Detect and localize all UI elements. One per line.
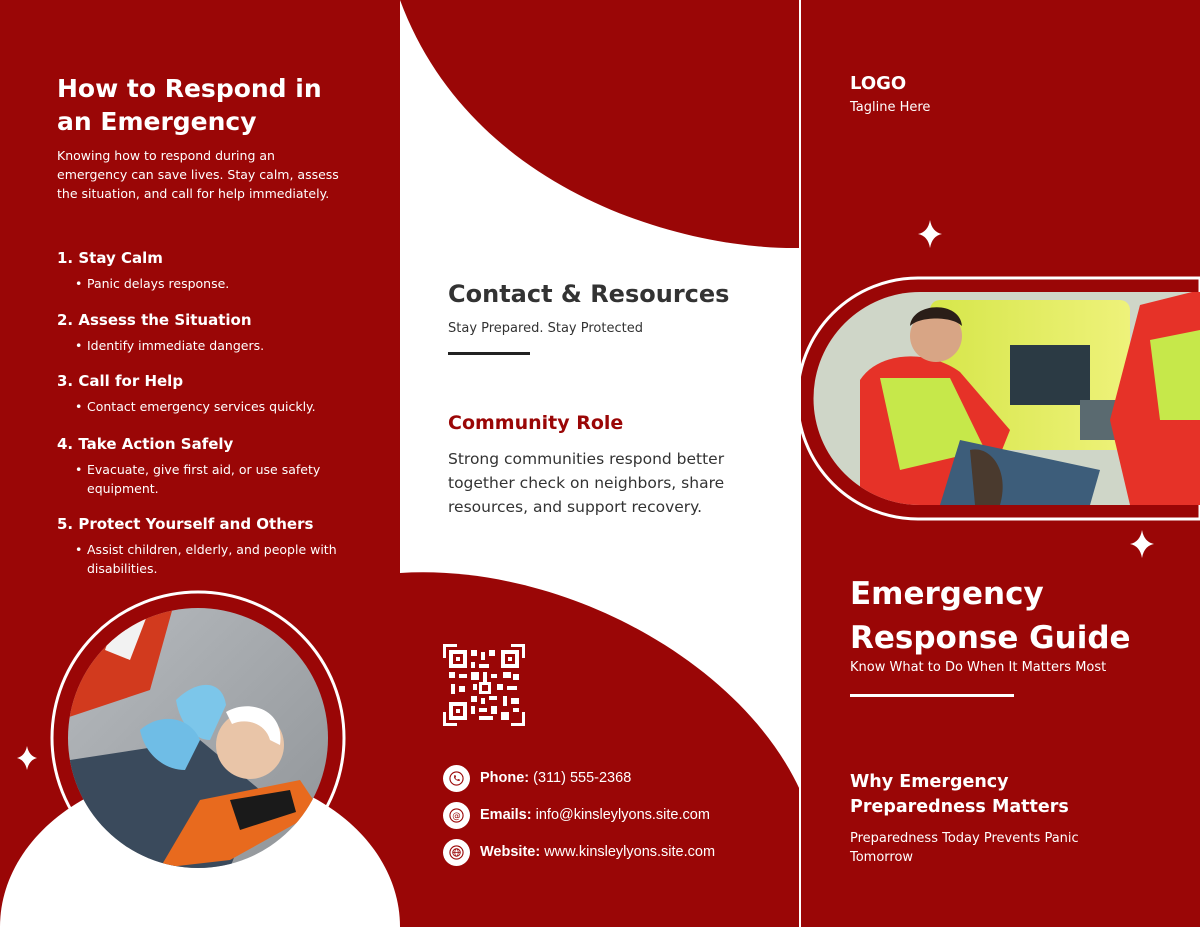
step-item — [57, 310, 367, 355]
contact-label: Emails: — [480, 807, 532, 823]
contact-title: Contact & Resources — [448, 280, 730, 308]
svg-text:@: @ — [452, 809, 461, 820]
step-detail: • Evacuate, give first aid, or use safety equipment. — [75, 460, 337, 498]
paramedic-photo — [798, 278, 1200, 519]
step-item — [57, 248, 367, 293]
cover-title: Emergency Response Guide — [850, 576, 1131, 656]
contact-value: info@kinsleylyons.site.com — [535, 807, 710, 823]
step-item — [57, 434, 367, 498]
left-title: How to Respond in an Emergency — [57, 74, 322, 136]
community-text: Strong communities respond better together check on neighbors, share resources, and support recovery. — [448, 450, 725, 516]
contact-label: Phone: — [480, 770, 530, 786]
sparkle-icon — [17, 746, 37, 770]
globe-icon — [443, 839, 470, 866]
step-title: 3. Call for Help — [57, 372, 184, 390]
contact-value: www.kinsleylyons.site.com — [544, 844, 716, 860]
step-detail: • Assist children, elderly, and people with disabilities. — [75, 540, 347, 578]
step-detail: • Identify immediate dangers. — [75, 336, 367, 355]
divider — [448, 352, 530, 355]
step-item — [57, 371, 367, 416]
cpr-photo — [52, 592, 344, 884]
cover-subtitle: Know What to Do When It Matters Most — [850, 660, 1107, 675]
contact-label: Website: — [480, 844, 541, 860]
left-intro: Knowing how to respond during an emergency can save lives. Stay calm, assess the situation, and call for help immediately. — [57, 148, 339, 201]
why-text: Preparedness Today Prevents Panic Tomorrow — [850, 831, 1079, 865]
why-title: Why Emergency Preparedness Matters — [850, 772, 1069, 817]
step-detail: • Contact emergency services quickly. — [75, 397, 367, 416]
contact-value: (311) 555-2368 — [533, 770, 632, 786]
contact-email[interactable] — [443, 801, 710, 829]
step-title: 4. Take Action Safely — [57, 435, 234, 453]
community-title: Community Role — [448, 412, 624, 434]
contact-phone[interactable] — [443, 764, 631, 792]
phone-icon — [443, 765, 470, 792]
sparkle-icon — [918, 220, 942, 248]
contact-tagline: Stay Prepared. Stay Protected — [448, 321, 643, 336]
step-item — [57, 514, 367, 578]
step-title: 1. Stay Calm — [57, 249, 163, 267]
step-title: 2. Assess the Situation — [57, 311, 252, 329]
sparkle-icon — [1130, 530, 1154, 558]
step-title: 5. Protect Yourself and Others — [57, 515, 314, 533]
at-sign-icon — [443, 802, 470, 829]
divider — [850, 694, 1014, 697]
contact-website[interactable] — [443, 838, 715, 866]
logo: LOGO — [850, 73, 907, 94]
tagline: Tagline Here — [850, 100, 931, 115]
step-detail: • Panic delays response. — [75, 274, 367, 293]
qr-code — [443, 644, 525, 726]
